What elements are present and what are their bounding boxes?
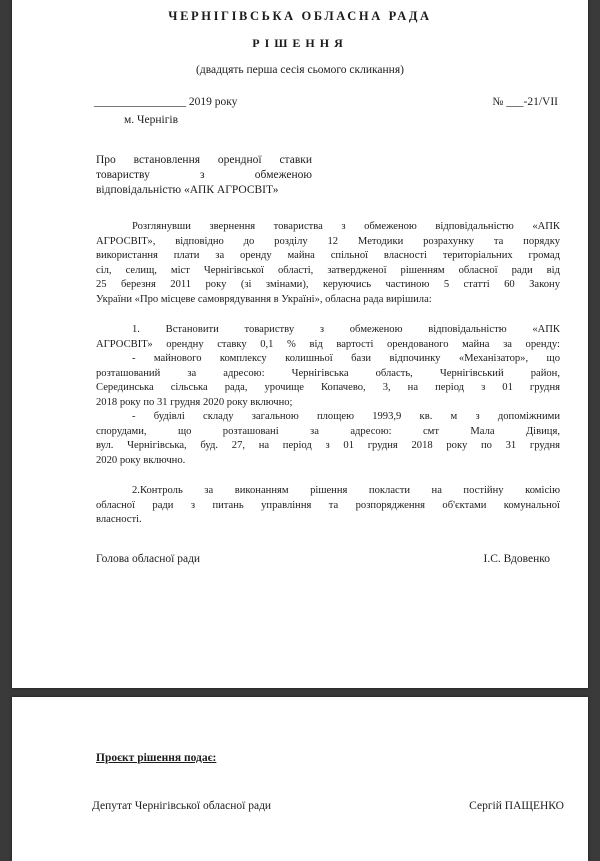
text-line: 1. Встановити товариству з обмеженою відповідальністю «АПК	[132, 324, 560, 335]
council-title: ЧЕРНІГІВСЬКА ОБЛАСНА РАДА	[168, 9, 432, 23]
signatory-title: Голова обласної ради	[96, 553, 201, 565]
text-line: Серединська сільська рада, урочище Копачево, 3, на період з 01 грудня	[96, 382, 560, 393]
document-page-1	[12, 0, 588, 688]
text-line: АГРОСВІТ» орендну ставку 0,1 % від вартості орендованого майна за оренду:	[96, 338, 560, 350]
subject-line: відповідальністю «АПК АГРОСВІТ»	[96, 184, 279, 196]
text-line: сіл, селищ, міст Чернігівської області, затвердженої рішенням обласної ради від	[96, 264, 560, 276]
decision-city: м. Чернігів	[124, 114, 179, 126]
text-line: спорудами, що розташовані за адресою: смт Мала Дівиця,	[96, 425, 560, 437]
text-line: України «Про місцеве самоврядування в Україні», обласна рада вирішила:	[96, 293, 432, 305]
text-line: 25 березня 2011 року (зі змінами), керуючись частиною 5 статті 60 Закону	[96, 279, 560, 290]
decision-item-1	[96, 323, 560, 468]
text-line: власності.	[96, 514, 142, 525]
subject-line: Про встановлення орендної ставки	[96, 154, 312, 166]
preamble-paragraph	[96, 220, 560, 307]
document-page-2	[12, 697, 588, 861]
signatory-name: І.С. Вдовенко	[483, 553, 550, 565]
submitted-by-heading: Проєкт рішення подає:	[96, 752, 217, 764]
text-line: 2.Контроль за виконанням рішення покласти на постійну комісію	[132, 485, 560, 496]
deputy-name: Сергій ПАЩЕНКО	[469, 800, 564, 812]
text-line: обласної ради з питань управління та розпорядження об'єктами комунальної	[96, 499, 560, 511]
text-line: Розглянувши звернення товариства з обмеженою відповідальністю «АПК	[132, 221, 560, 232]
decision-subject	[96, 153, 312, 198]
text-line: АГРОСВІТ», відповідно до розділу 12 Методики розрахунку та порядку	[96, 235, 560, 247]
text-line: 2020 року включно.	[96, 454, 186, 466]
session-subtitle: (двадцять перша сесія сьомого скликання)	[196, 64, 404, 76]
text-line: розташований за адресою: Чернігівська область, Чернігівський район,	[96, 367, 560, 379]
text-line: використання плати за оренду майна спільної власності територіальних громад	[96, 250, 560, 261]
subject-line: товариству з обмеженою	[96, 169, 312, 181]
text-line: вул. Чернігівська, буд. 27, на період з 01 грудня 2018 року по 31 грудня	[96, 440, 560, 451]
text-line: - будівлі складу загальною площею 1993,9 кв. м з допоміжними	[132, 411, 560, 422]
deputy-title: Депутат Чернігівської обласної ради	[92, 800, 272, 812]
decision-number: № ___-21/VII	[492, 96, 558, 108]
decision-heading: РІШЕННЯ	[252, 36, 348, 50]
decision-date: ________________ 2019 року	[94, 96, 238, 108]
text-line: - майнового комплексу колишньої бази відпочинку «Механізатор», що	[132, 353, 560, 364]
decision-item-2	[96, 484, 560, 528]
text-line: 2018 року по 31 грудня 2020 року включно;	[96, 396, 293, 408]
